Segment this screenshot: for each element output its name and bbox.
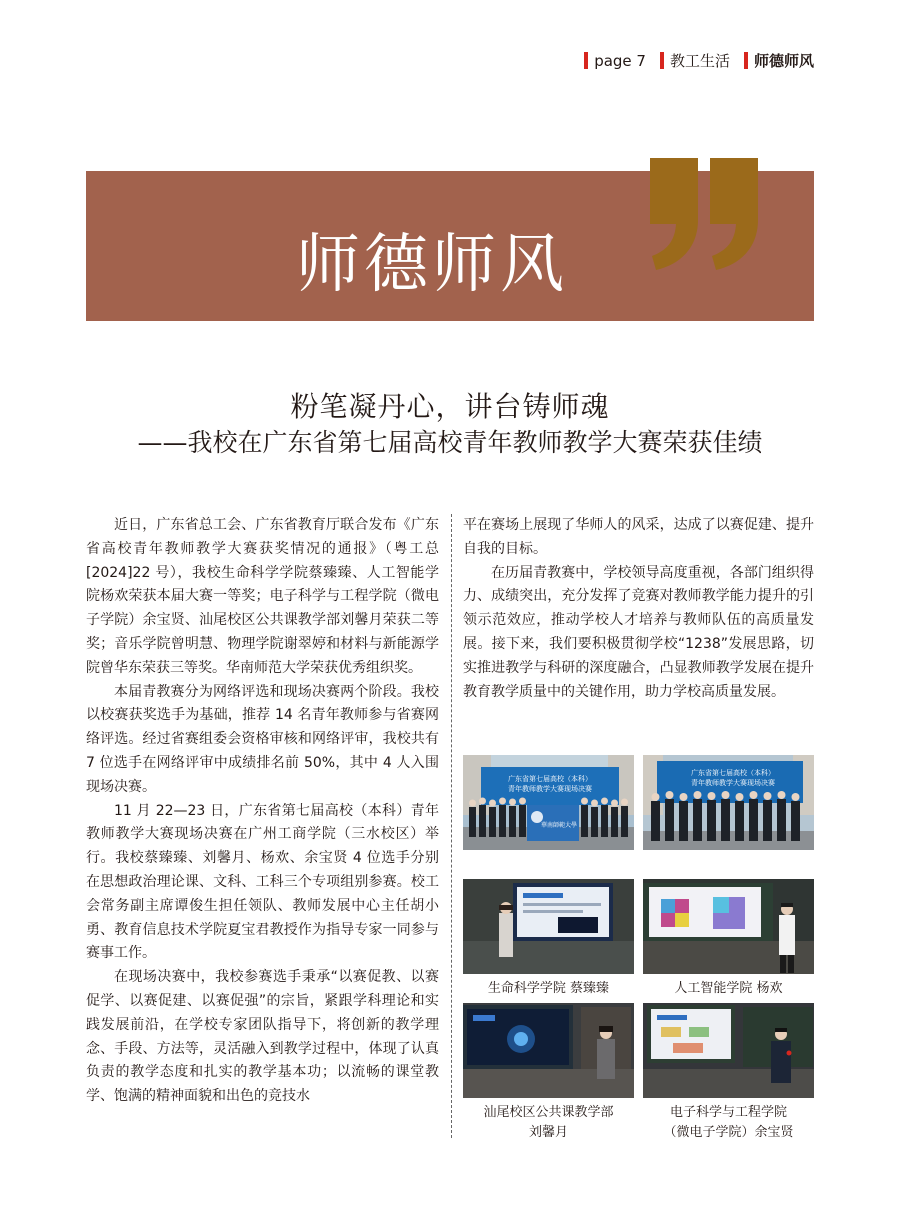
column-divider [451,514,452,1138]
paragraph: 近日，广东省总工会、广东省教育厅联合发布《广东省高校青年教师教学大赛获奖情况的通报》（粤工总 [2024]22 号），我校生命科学学院蔡臻臻、人工智能学院杨欢荣获本届大赛一等奖；电子科学与工程学院（微电子学院）余宝贤、汕尾校区公共课教学部刘馨月荣获二等奖；音乐学院曾明慧、物理学院谢翠婷和材料与新能源学院曾华东荣获三等奖。华南师范大学荣获优秀组织奖。 [86,517,439,676]
article-subtitle: ——我校在广东省第七届高校青年教师教学大赛荣获佳绩 [137,428,763,457]
photo-caption: 生命科学学院 蔡臻臻 [487,981,610,996]
photo-banner-text: 广东省第七届高校（本科） [508,775,592,783]
article-right-column [463,514,814,704]
banner-title: 师德师风 [296,228,568,302]
paragraph: 在历届青教赛中，学校领导高度重视，各部门组织得力、成绩突出，充分发挥了竞赛对教师教学能力提升的引领示范效应，推动学校人才培养与教师队伍的高质量发展。接下来，我们要积极贯彻学校“1238”发展思路，切实推进教学与科研的深度融合，凸显教师教学发展在提升教育教学质量中的关键作用，助力学校高质量发展。 [463,564,814,700]
classroom-photo-4 [643,1003,814,1098]
classroom-photo-2 [643,879,814,974]
photo-caption: 汕尾校区公共课教学部 刘馨月 [483,1105,614,1140]
flag-text: 華南師範大學 [540,822,578,829]
header-marker-icon [744,52,748,69]
header-page: page 7 [584,52,646,70]
header-column: 师德师风 [744,50,814,71]
page-header [584,50,814,71]
classroom-photo-1 [463,879,634,974]
photo-caption: 电子科学与工程学院 （微电子学院）余宝贤 [663,1105,794,1140]
article-left-column [86,514,439,1109]
photo-banner-text: 青年教师教学大赛现场决赛 [508,785,592,793]
photo-banner-text: 青年教师教学大赛现场决赛 [691,779,775,787]
paragraph-continued: 平在赛场上展现了华师人的风采，达成了以赛促建、提升自我的目标。 [463,517,814,557]
paragraph: 本届青教赛分为网络评选和现场决赛两个阶段。我校以校赛获奖选手为基础，推荐 14 名青年教师参与省赛网络评选。经过省赛组委会资格审核和网络评审，我校共有 7 位选手在网络评审中成绩排名前 50%，其中 4 人入围现场决赛。 [86,683,439,795]
paragraph: 在现场决赛中，我校参赛选手秉承“以赛促教、以赛促学、以赛促建、以赛促强”的宗旨，紧跟学科理论和实践发展前沿，在学校专家团队指导下，将创新的教学理念、手段、方法等，灵活融入到教学过程中，体现了认真负责的教学态度和扎实的教学基本功；以流畅的课堂教学、饱满的精神面貌和出色的竞技水 [86,969,439,1105]
photo-caption: 人工智能学院 杨欢 [674,981,783,996]
group-photo-1 [463,755,634,850]
article-title: 粉笔凝丹心，讲台铸师魂 [290,390,610,423]
group-photo-2 [643,755,814,850]
header-marker-icon [660,52,664,69]
quote-mark-icon [646,158,766,278]
paragraph: 11 月 22—23 日，广东省第七届高校（本科）青年教师教学大赛现场决赛在广州工商学院（三水校区）举行。我校蔡臻臻、刘馨月、杨欢、余宝贤 4 位选手分别在思想政治理论课、文科、工科三个专项组别参赛。校工会常务副主席谭俊生担任领队、教师发展中心主任胡小勇、教育信息技术学院夏宝君教授作为指导专家一同参与赛事工作。 [86,802,439,962]
header-marker-icon [584,52,588,69]
photo-banner-text: 广东省第七届高校（本科） [691,769,775,777]
header-section: 教工生活 [660,50,730,71]
classroom-photo-3 [463,1003,634,1098]
